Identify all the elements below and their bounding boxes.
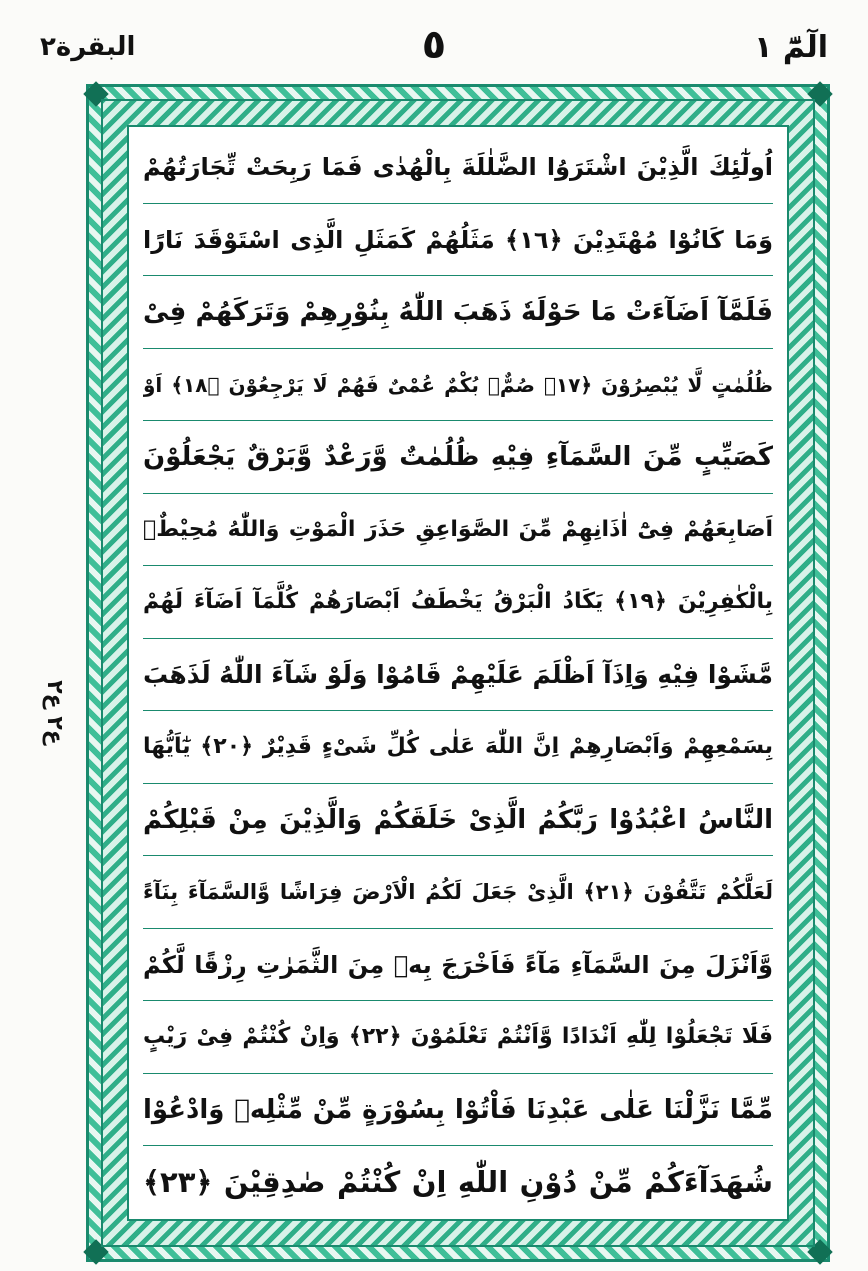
quran-text-panel xyxy=(127,125,789,1221)
text-line: النَّاسُ اعْبُدُوْا رَبَّكُمُ الَّذِىْ خَلَقَكُمْ وَالَّذِيْنَ مِنْ قَبْلِكُمْ xyxy=(143,784,773,857)
text-line: بِسَمْعِهِمْ وَاَبْصَارِهِمْ اِنَّ اللّٰهَ عَلٰى كُلِّ شَىْءٍ قَدِيْرٌ ﴿٢٠﴾ يٰٓاَيُّهَا xyxy=(143,711,773,784)
page-header xyxy=(0,22,868,78)
text-line: وَّاَنْزَلَ مِنَ السَّمَآءِ مَآءً فَاَخْرَجَ بِهٖ مِنَ الثَّمَرٰتِ رِزْقًا لَّكُمْ xyxy=(143,929,773,1002)
surah-name: البقرة٢ xyxy=(40,32,136,62)
text-line: بِالْكٰفِرِيْنَ ﴿١٩﴾ يَكَادُ الْبَرْقُ يَخْطَفُ اَبْصَارَهُمْ كُلَّمَآ اَضَآءَ لَهُمْ xyxy=(143,566,773,639)
text-line: مِّمَّا نَزَّلْنَا عَلٰى عَبْدِنَا فَاْتُوْا بِسُوْرَةٍ مِّنْ مِّثْلِهٖ وَادْعُوْا xyxy=(143,1074,773,1147)
inner-border xyxy=(101,99,815,1247)
decorative-border xyxy=(86,84,830,1262)
text-line: شُهَدَآءَكُمْ مِّنْ دُوْنِ اللّٰهِ اِنْ كُنْتُمْ صٰدِقِيْنَ ﴿٢٣﴾ xyxy=(143,1165,773,1199)
page-number: ٥ xyxy=(421,22,447,68)
text-line: كَصَيِّبٍ مِّنَ السَّمَآءِ فِيْهِ ظُلُمٰتٌ وَّرَعْدٌ وَّبَرْقٌ يَجْعَلُوْنَ xyxy=(143,421,773,494)
text-line: اَصَابِعَهُمْ فِىْٓ اٰذَانِهِمْ مِّنَ الصَّوَاعِقِ حَذَرَ الْمَوْتِ وَاللّٰهُ مُحِيْطٌۢ xyxy=(143,494,773,567)
text-line: لَعَلَّكُمْ تَتَّقُوْنَ ﴿٢١﴾ الَّذِىْ جَعَلَ لَكُمُ الْاَرْضَ فِرَاشًا وَّالسَّمَآءَ بِنَآءً xyxy=(143,856,773,929)
text-line: وَمَا كَانُوْا مُهْتَدِيْنَ ﴿١٦﴾ مَثَلُهُمْ كَمَثَلِ الَّذِى اسْتَوْقَدَ نَارًا xyxy=(143,204,773,277)
juz-name: الٓمّٓ ١ xyxy=(754,30,828,65)
text-line: فَلَمَّآ اَضَآءَتْ مَا حَوْلَهٗ ذَهَبَ اللّٰهُ بِنُوْرِهِمْ وَتَرَكَهُمْ فِىْ xyxy=(143,276,773,349)
text-line: فَلَا تَجْعَلُوْا لِلّٰهِ اَنْدَادًا وَّاَنْتُمْ تَعْلَمُوْنَ ﴿٢٢﴾ وَاِنْ كُنْتُمْ فِىْ رَيْبٍ xyxy=(143,1001,773,1074)
text-line: اُولٰٓئِكَ الَّذِيْنَ اشْتَرَوُا الضَّلٰلَةَ بِالْهُدٰى فَمَا رَبِحَتْ تِّجَارَتُهُمْ xyxy=(143,131,773,204)
text-line: ظُلُمٰتٍ لَّا يُبْصِرُوْنَ ﴿١٧﴾ صُمٌّۢ بُكْمٌ عُمْىٌ فَهُمْ لَا يَرْجِعُوْنَ ﴿١٨﴾ اَوْ xyxy=(143,349,773,422)
text-line: مَّشَوْا فِيْهِ وَاِذَآ اَظْلَمَ عَلَيْهِمْ قَامُوْا وَلَوْ شَآءَ اللّٰهُ لَذَهَبَ xyxy=(143,639,773,712)
ruku-marker: ع٢ ع٢ xyxy=(41,680,67,745)
